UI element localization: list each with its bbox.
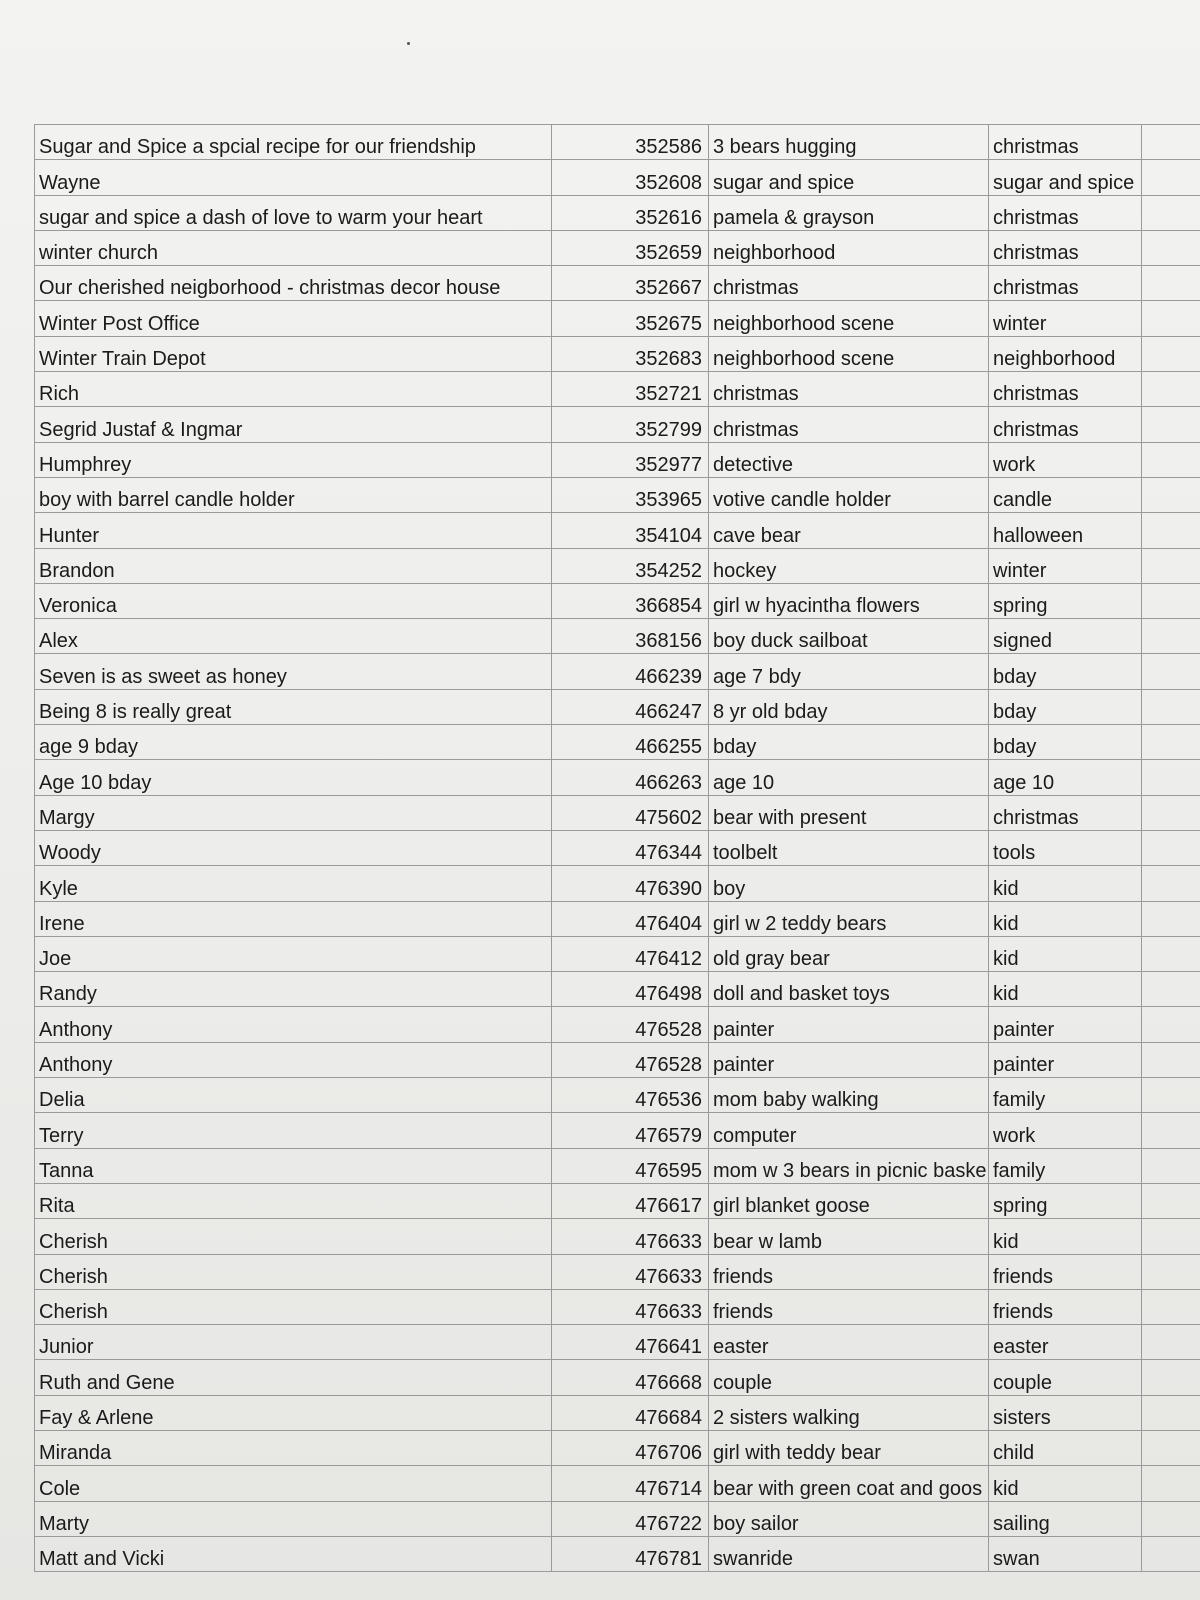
table-row bbox=[35, 1007, 1200, 1042]
cell-description: 3 bears hugging bbox=[709, 125, 989, 160]
cell-description: girl blanket goose bbox=[709, 1183, 989, 1218]
table-row bbox=[35, 1289, 1200, 1324]
table-row bbox=[35, 619, 1200, 654]
cell-empty bbox=[1142, 301, 1200, 336]
cell-category: spring bbox=[989, 1183, 1142, 1218]
cell-name: Alex bbox=[35, 619, 552, 654]
cell-name: Anthony bbox=[35, 1042, 552, 1077]
cell-empty bbox=[1142, 1395, 1200, 1430]
cell-name: Being 8 is really great bbox=[35, 689, 552, 724]
cell-empty bbox=[1142, 1466, 1200, 1501]
cell-number: 476684 bbox=[552, 1395, 709, 1430]
cell-name: Segrid Justaf & Ingmar bbox=[35, 407, 552, 442]
cell-name: Miranda bbox=[35, 1430, 552, 1465]
cell-description: 2 sisters walking bbox=[709, 1395, 989, 1430]
cell-description: old gray bear bbox=[709, 936, 989, 971]
cell-description: cave bear bbox=[709, 513, 989, 548]
cell-description: christmas bbox=[709, 372, 989, 407]
table-row bbox=[35, 372, 1200, 407]
cell-description: friends bbox=[709, 1254, 989, 1289]
cell-name: Winter Train Depot bbox=[35, 336, 552, 371]
cell-empty bbox=[1142, 195, 1200, 230]
cell-empty bbox=[1142, 830, 1200, 865]
table-body bbox=[35, 125, 1200, 1572]
cell-name: Irene bbox=[35, 901, 552, 936]
cell-number: 476528 bbox=[552, 1042, 709, 1077]
cell-empty bbox=[1142, 125, 1200, 160]
cell-category: work bbox=[989, 1113, 1142, 1148]
cell-name: Humphrey bbox=[35, 442, 552, 477]
cell-description: computer bbox=[709, 1113, 989, 1148]
cell-empty bbox=[1142, 266, 1200, 301]
cell-empty bbox=[1142, 760, 1200, 795]
cell-number: 476633 bbox=[552, 1254, 709, 1289]
cell-name: winter church bbox=[35, 230, 552, 265]
table-row bbox=[35, 513, 1200, 548]
cell-empty bbox=[1142, 1536, 1200, 1571]
table-row bbox=[35, 548, 1200, 583]
cell-description: toolbelt bbox=[709, 830, 989, 865]
cell-number: 476404 bbox=[552, 901, 709, 936]
cell-number: 352721 bbox=[552, 372, 709, 407]
cell-description: swanride bbox=[709, 1536, 989, 1571]
cell-number: 352616 bbox=[552, 195, 709, 230]
cell-empty bbox=[1142, 230, 1200, 265]
table-row bbox=[35, 160, 1200, 195]
cell-number: 475602 bbox=[552, 795, 709, 830]
table-row bbox=[35, 760, 1200, 795]
cell-description: age 10 bbox=[709, 760, 989, 795]
cell-description: painter bbox=[709, 1042, 989, 1077]
cell-category: friends bbox=[989, 1289, 1142, 1324]
cell-empty bbox=[1142, 936, 1200, 971]
cell-empty bbox=[1142, 619, 1200, 654]
cell-name: Our cherished neigborhood - christmas decor house bbox=[35, 266, 552, 301]
cell-number: 476668 bbox=[552, 1360, 709, 1395]
table-row bbox=[35, 1430, 1200, 1465]
cell-empty bbox=[1142, 1219, 1200, 1254]
cell-category: neighborhood bbox=[989, 336, 1142, 371]
cell-category: kid bbox=[989, 1466, 1142, 1501]
cell-number: 476706 bbox=[552, 1430, 709, 1465]
table-row bbox=[35, 301, 1200, 336]
table-row bbox=[35, 442, 1200, 477]
cell-name: Matt and Vicki bbox=[35, 1536, 552, 1571]
cell-empty bbox=[1142, 689, 1200, 724]
cell-empty bbox=[1142, 725, 1200, 760]
cell-category: bday bbox=[989, 654, 1142, 689]
cell-number: 352977 bbox=[552, 442, 709, 477]
cell-category: halloween bbox=[989, 513, 1142, 548]
cell-category: couple bbox=[989, 1360, 1142, 1395]
cell-name: Sugar and Spice a spcial recipe for our friendship bbox=[35, 125, 552, 160]
table-row bbox=[35, 1254, 1200, 1289]
cell-category: christmas bbox=[989, 795, 1142, 830]
cell-number: 476390 bbox=[552, 866, 709, 901]
cell-name: Tanna bbox=[35, 1148, 552, 1183]
table-row bbox=[35, 1395, 1200, 1430]
cell-category: age 10 bbox=[989, 760, 1142, 795]
cell-number: 476579 bbox=[552, 1113, 709, 1148]
cell-category: family bbox=[989, 1078, 1142, 1113]
cell-description: bday bbox=[709, 725, 989, 760]
cell-name: Ruth and Gene bbox=[35, 1360, 552, 1395]
ink-dot bbox=[407, 42, 410, 45]
cell-empty bbox=[1142, 1007, 1200, 1042]
cell-empty bbox=[1142, 1254, 1200, 1289]
table-row bbox=[35, 477, 1200, 512]
cell-name: Randy bbox=[35, 972, 552, 1007]
cell-name: Rita bbox=[35, 1183, 552, 1218]
table-row bbox=[35, 1148, 1200, 1183]
cell-name: Hunter bbox=[35, 513, 552, 548]
cell-number: 476498 bbox=[552, 972, 709, 1007]
cell-empty bbox=[1142, 160, 1200, 195]
cell-description: hockey bbox=[709, 548, 989, 583]
cell-description: girl with teddy bear bbox=[709, 1430, 989, 1465]
cell-category: christmas bbox=[989, 372, 1142, 407]
table-row bbox=[35, 583, 1200, 618]
cell-number: 352608 bbox=[552, 160, 709, 195]
table-row bbox=[35, 830, 1200, 865]
table-row bbox=[35, 407, 1200, 442]
table-row bbox=[35, 725, 1200, 760]
cell-empty bbox=[1142, 1183, 1200, 1218]
cell-number: 352683 bbox=[552, 336, 709, 371]
cell-empty bbox=[1142, 1078, 1200, 1113]
cell-number: 476781 bbox=[552, 1536, 709, 1571]
cell-description: mom w 3 bears in picnic baske bbox=[709, 1148, 989, 1183]
cell-number: 352659 bbox=[552, 230, 709, 265]
cell-description: boy bbox=[709, 866, 989, 901]
cell-empty bbox=[1142, 1325, 1200, 1360]
table-row bbox=[35, 336, 1200, 371]
cell-description: painter bbox=[709, 1007, 989, 1042]
cell-empty bbox=[1142, 866, 1200, 901]
cell-category: christmas bbox=[989, 266, 1142, 301]
cell-name: Margy bbox=[35, 795, 552, 830]
cell-empty bbox=[1142, 901, 1200, 936]
cell-name: Fay & Arlene bbox=[35, 1395, 552, 1430]
cell-description: pamela & grayson bbox=[709, 195, 989, 230]
cell-name: boy with barrel candle holder bbox=[35, 477, 552, 512]
cell-description: bear with green coat and goos bbox=[709, 1466, 989, 1501]
cell-description: christmas bbox=[709, 407, 989, 442]
cell-category: christmas bbox=[989, 407, 1142, 442]
cell-description: girl w 2 teddy bears bbox=[709, 901, 989, 936]
cell-number: 476633 bbox=[552, 1219, 709, 1254]
cell-category: sugar and spice bbox=[989, 160, 1142, 195]
table-row bbox=[35, 1325, 1200, 1360]
cell-number: 476714 bbox=[552, 1466, 709, 1501]
table-row bbox=[35, 1536, 1200, 1571]
cell-name: Cole bbox=[35, 1466, 552, 1501]
cell-description: detective bbox=[709, 442, 989, 477]
cell-name: Cherish bbox=[35, 1289, 552, 1324]
table-row bbox=[35, 1113, 1200, 1148]
cell-empty bbox=[1142, 372, 1200, 407]
table-row bbox=[35, 795, 1200, 830]
cell-number: 466263 bbox=[552, 760, 709, 795]
cell-number: 352586 bbox=[552, 125, 709, 160]
cell-name: Kyle bbox=[35, 866, 552, 901]
cell-number: 476595 bbox=[552, 1148, 709, 1183]
cell-number: 354252 bbox=[552, 548, 709, 583]
cell-category: signed bbox=[989, 619, 1142, 654]
cell-description: neighborhood scene bbox=[709, 336, 989, 371]
cell-empty bbox=[1142, 583, 1200, 618]
cell-name: Terry bbox=[35, 1113, 552, 1148]
cell-category: winter bbox=[989, 548, 1142, 583]
table-row bbox=[35, 901, 1200, 936]
cell-number: 476617 bbox=[552, 1183, 709, 1218]
cell-name: Winter Post Office bbox=[35, 301, 552, 336]
cell-description: friends bbox=[709, 1289, 989, 1324]
cell-category: kid bbox=[989, 936, 1142, 971]
cell-description: girl w hyacintha flowers bbox=[709, 583, 989, 618]
cell-category: sisters bbox=[989, 1395, 1142, 1430]
cell-name: Seven is as sweet as honey bbox=[35, 654, 552, 689]
table-row bbox=[35, 266, 1200, 301]
cell-number: 476641 bbox=[552, 1325, 709, 1360]
table-row bbox=[35, 654, 1200, 689]
table-row bbox=[35, 230, 1200, 265]
cell-category: work bbox=[989, 442, 1142, 477]
cell-name: Cherish bbox=[35, 1254, 552, 1289]
cell-name: Delia bbox=[35, 1078, 552, 1113]
cell-number: 352799 bbox=[552, 407, 709, 442]
cell-number: 476722 bbox=[552, 1501, 709, 1536]
table-row bbox=[35, 1219, 1200, 1254]
cell-empty bbox=[1142, 1430, 1200, 1465]
cell-number: 476344 bbox=[552, 830, 709, 865]
cell-number: 352675 bbox=[552, 301, 709, 336]
cell-name: Marty bbox=[35, 1501, 552, 1536]
cell-number: 466239 bbox=[552, 654, 709, 689]
cell-name: Cherish bbox=[35, 1219, 552, 1254]
cell-empty bbox=[1142, 972, 1200, 1007]
cell-category: bday bbox=[989, 725, 1142, 760]
cell-empty bbox=[1142, 654, 1200, 689]
table-row bbox=[35, 125, 1200, 160]
cell-empty bbox=[1142, 1289, 1200, 1324]
cell-number: 368156 bbox=[552, 619, 709, 654]
cell-name: Rich bbox=[35, 372, 552, 407]
cell-name: Wayne bbox=[35, 160, 552, 195]
cell-description: boy sailor bbox=[709, 1501, 989, 1536]
cell-category: kid bbox=[989, 901, 1142, 936]
cell-description: easter bbox=[709, 1325, 989, 1360]
cell-name: Joe bbox=[35, 936, 552, 971]
table-row bbox=[35, 936, 1200, 971]
cell-category: winter bbox=[989, 301, 1142, 336]
table-row bbox=[35, 1183, 1200, 1218]
cell-category: christmas bbox=[989, 230, 1142, 265]
cell-category: christmas bbox=[989, 125, 1142, 160]
cell-category: family bbox=[989, 1148, 1142, 1183]
cell-description: neighborhood scene bbox=[709, 301, 989, 336]
cell-description: 8 yr old bday bbox=[709, 689, 989, 724]
cell-empty bbox=[1142, 1113, 1200, 1148]
cell-category: child bbox=[989, 1430, 1142, 1465]
cell-description: doll and basket toys bbox=[709, 972, 989, 1007]
cell-name: Anthony bbox=[35, 1007, 552, 1042]
cell-name: Brandon bbox=[35, 548, 552, 583]
cell-empty bbox=[1142, 1148, 1200, 1183]
cell-number: 476536 bbox=[552, 1078, 709, 1113]
cell-description: neighborhood bbox=[709, 230, 989, 265]
cell-description: sugar and spice bbox=[709, 160, 989, 195]
cell-description: mom baby walking bbox=[709, 1078, 989, 1113]
table-row bbox=[35, 1042, 1200, 1077]
cell-number: 366854 bbox=[552, 583, 709, 618]
table-row bbox=[35, 1466, 1200, 1501]
cell-category: tools bbox=[989, 830, 1142, 865]
cell-name: Age 10 bday bbox=[35, 760, 552, 795]
cell-category: easter bbox=[989, 1325, 1142, 1360]
cell-name: Junior bbox=[35, 1325, 552, 1360]
table-row bbox=[35, 1360, 1200, 1395]
cell-empty bbox=[1142, 407, 1200, 442]
cell-name: age 9 bday bbox=[35, 725, 552, 760]
cell-category: christmas bbox=[989, 195, 1142, 230]
cell-category: candle bbox=[989, 477, 1142, 512]
cell-description: age 7 bdy bbox=[709, 654, 989, 689]
cell-category: painter bbox=[989, 1007, 1142, 1042]
cell-name: sugar and spice a dash of love to warm your heart bbox=[35, 195, 552, 230]
cell-description: bear w lamb bbox=[709, 1219, 989, 1254]
cell-category: spring bbox=[989, 583, 1142, 618]
inventory-table bbox=[34, 124, 1200, 1572]
cell-name: Veronica bbox=[35, 583, 552, 618]
cell-category: friends bbox=[989, 1254, 1142, 1289]
cell-category: sailing bbox=[989, 1501, 1142, 1536]
cell-empty bbox=[1142, 548, 1200, 583]
cell-category: kid bbox=[989, 866, 1142, 901]
table-row bbox=[35, 972, 1200, 1007]
cell-number: 353965 bbox=[552, 477, 709, 512]
table-row bbox=[35, 689, 1200, 724]
cell-name: Woody bbox=[35, 830, 552, 865]
cell-empty bbox=[1142, 336, 1200, 371]
table-row bbox=[35, 1501, 1200, 1536]
cell-number: 476412 bbox=[552, 936, 709, 971]
cell-description: bear with present bbox=[709, 795, 989, 830]
cell-number: 476633 bbox=[552, 1289, 709, 1324]
table-row bbox=[35, 1078, 1200, 1113]
cell-description: votive candle holder bbox=[709, 477, 989, 512]
cell-description: boy duck sailboat bbox=[709, 619, 989, 654]
cell-description: christmas bbox=[709, 266, 989, 301]
cell-category: kid bbox=[989, 1219, 1142, 1254]
cell-category: painter bbox=[989, 1042, 1142, 1077]
cell-empty bbox=[1142, 1042, 1200, 1077]
cell-category: swan bbox=[989, 1536, 1142, 1571]
table-row bbox=[35, 866, 1200, 901]
cell-empty bbox=[1142, 477, 1200, 512]
cell-number: 352667 bbox=[552, 266, 709, 301]
cell-number: 466255 bbox=[552, 725, 709, 760]
cell-number: 466247 bbox=[552, 689, 709, 724]
cell-empty bbox=[1142, 1501, 1200, 1536]
cell-empty bbox=[1142, 513, 1200, 548]
cell-empty bbox=[1142, 442, 1200, 477]
cell-category: bday bbox=[989, 689, 1142, 724]
cell-empty bbox=[1142, 1360, 1200, 1395]
cell-category: kid bbox=[989, 972, 1142, 1007]
cell-number: 354104 bbox=[552, 513, 709, 548]
table-row bbox=[35, 195, 1200, 230]
cell-empty bbox=[1142, 795, 1200, 830]
cell-description: couple bbox=[709, 1360, 989, 1395]
cell-number: 476528 bbox=[552, 1007, 709, 1042]
